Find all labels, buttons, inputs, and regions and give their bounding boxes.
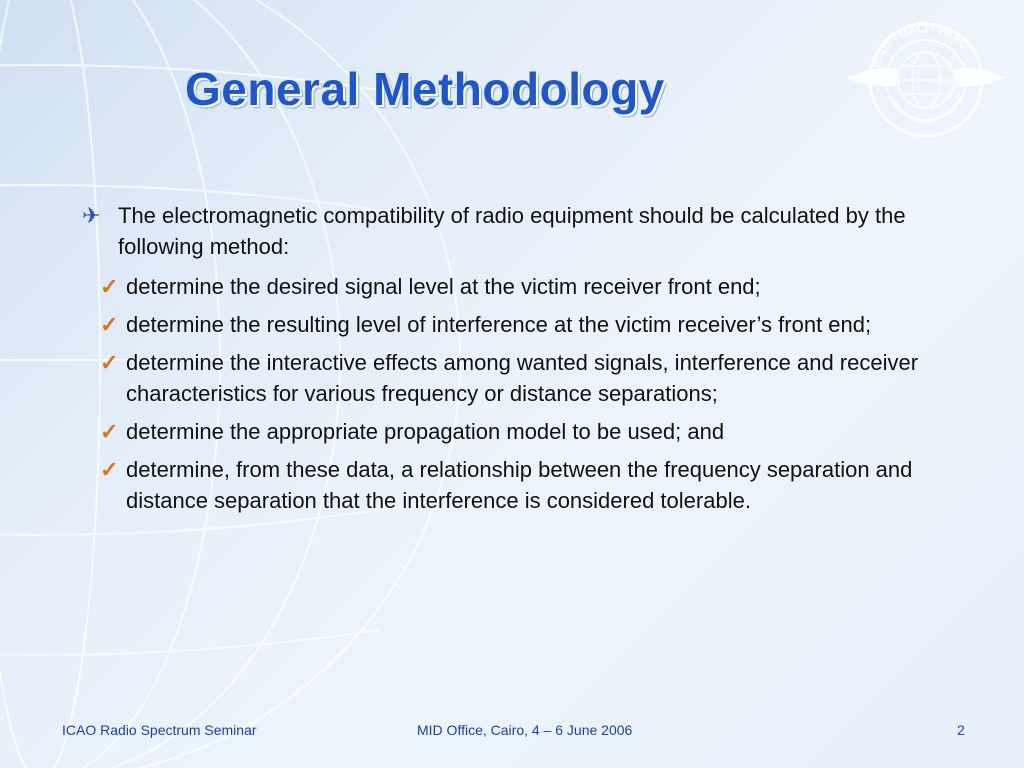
footer-seminar-name: ICAO Radio Spectrum Seminar (62, 722, 257, 738)
slide-content (82, 200, 932, 523)
list-item (92, 347, 932, 409)
list-item-text: determine the desired signal level at the victim receiver front end; (126, 274, 761, 299)
checkmark-icon: ✓ (100, 312, 119, 337)
checkmark-icon: ✓ (100, 419, 119, 444)
list-item (92, 454, 932, 516)
sub-bullet-list (82, 271, 932, 516)
list-item (92, 309, 932, 340)
list-item-text: determine the interactive effects among wanted signals, interference and receiver characteristics for various frequency or distance separations; (126, 350, 919, 406)
checkmark-icon: ✓ (100, 350, 119, 375)
svg-text:ICAO • OACI • ИКАО: ICAO • OACI • ИКАО (870, 22, 971, 69)
footer-location-date: MID Office, Cairo, 4 – 6 June 2006 (417, 722, 633, 738)
list-item (92, 271, 932, 302)
checkmark-icon: ✓ (100, 274, 119, 299)
list-item-text: determine the appropriate propagation model to be used; and (126, 419, 725, 444)
icao-emblem-logo (836, 8, 1016, 158)
slide-footer (0, 722, 1024, 744)
slide-title: General Methodology (185, 63, 665, 115)
main-bullet-text: The electromagnetic compatibility of radio equipment should be calculated by the following method: (118, 203, 906, 259)
list-item-text: determine the resulting level of interference at the victim receiver’s front end; (126, 312, 872, 337)
page-number: 2 (957, 722, 965, 738)
airplane-icon: ✈ (82, 203, 101, 228)
checkmark-icon: ✓ (100, 457, 119, 482)
list-item-text: determine, from these data, a relationship between the frequency separation and distance separation that the interference is considered tolerable. (126, 457, 913, 513)
list-item (92, 416, 932, 447)
main-bullet-item (82, 200, 932, 262)
